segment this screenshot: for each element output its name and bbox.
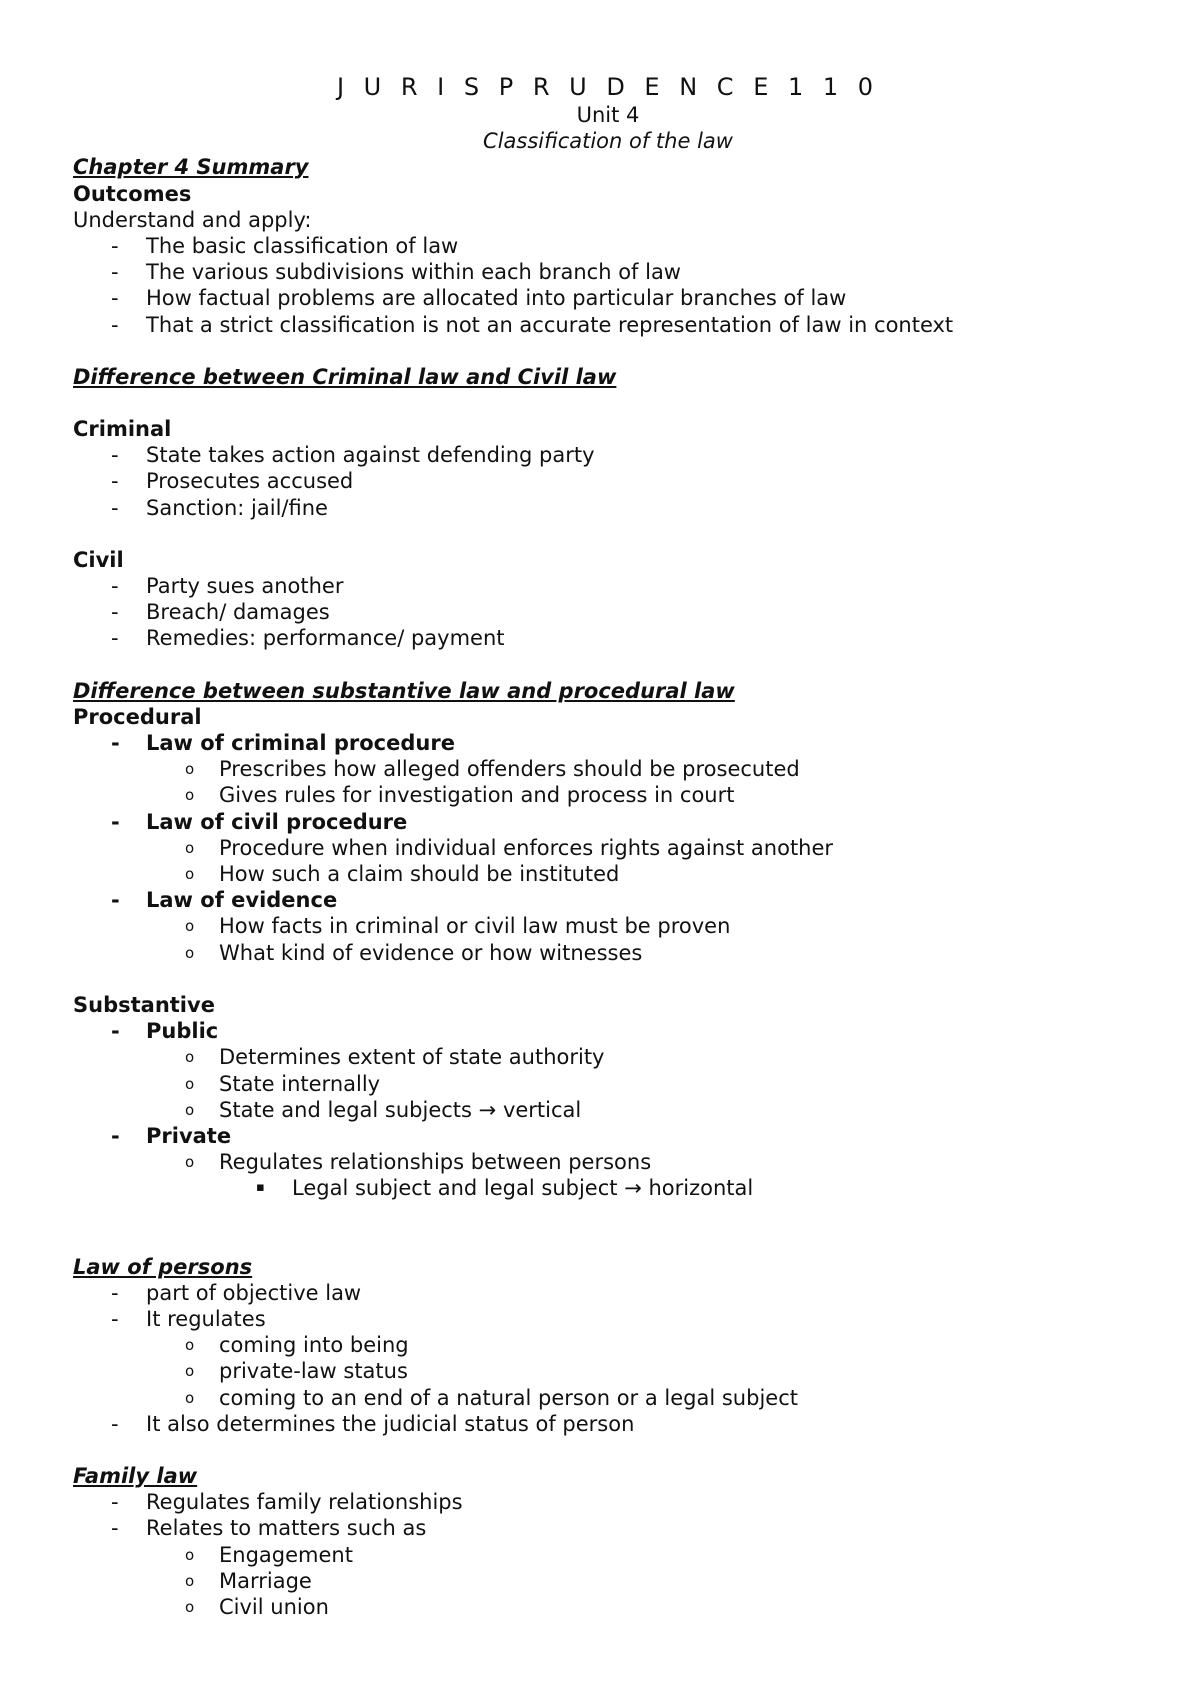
list-item-text: Sanction: jail/fine <box>146 495 328 520</box>
list-item <box>73 835 1143 861</box>
list-item-text: Prosecutes accused <box>146 469 354 494</box>
list-item <box>73 495 1143 521</box>
list-item-text: coming to an end of a natural person or a legal subject <box>219 1385 798 1410</box>
arrow-right-icon: → <box>478 1097 497 1122</box>
list-item <box>73 468 1143 494</box>
dash-bullet: - <box>111 312 119 337</box>
list-item-text: Legal subject and legal subject <box>292 1176 618 1201</box>
list-item-text: It regulates <box>146 1306 266 1331</box>
dash-bullet: - <box>111 626 119 651</box>
circle-bullet: o <box>185 1571 195 1590</box>
dash-bullet: - <box>111 443 119 468</box>
list-item-text: What kind of evidence or how witnesses <box>219 940 643 965</box>
list-item-text: How factual problems are allocated into particular branches of law <box>146 286 847 311</box>
list-item-text: Civil union <box>219 1594 329 1619</box>
family-law-heading: Family law <box>73 1463 198 1488</box>
dash-bullet: - <box>111 1123 120 1148</box>
circle-bullet: o <box>185 1545 195 1564</box>
list-item <box>73 782 1143 808</box>
list-item-text: Marriage <box>219 1568 312 1593</box>
circle-bullet: o <box>185 1388 195 1407</box>
circle-bullet: o <box>185 1100 195 1119</box>
circle-bullet: o <box>185 943 195 962</box>
circle-bullet: o <box>185 917 195 936</box>
list-item-text: Law of criminal procedure <box>146 731 455 756</box>
substantive-procedural-heading: Difference between substantive law and procedural law <box>73 678 735 703</box>
list-item <box>73 1018 1143 1044</box>
dash-bullet: - <box>111 1411 119 1436</box>
list-item <box>73 1385 1143 1411</box>
list-item-text: Private <box>146 1123 232 1148</box>
list-item <box>73 1044 1143 1070</box>
list-item <box>73 1594 1143 1620</box>
law-of-persons-heading: Law of persons <box>73 1254 253 1279</box>
dash-bullet: - <box>111 1490 119 1515</box>
list-item-text: part of objective law <box>146 1280 362 1305</box>
dash-bullet: - <box>111 286 119 311</box>
list-item <box>73 730 1143 756</box>
dash-bullet: - <box>111 731 120 756</box>
circle-bullet: o <box>185 1597 195 1616</box>
dash-bullet: - <box>111 260 119 285</box>
dash-bullet: - <box>111 234 119 259</box>
list-item-text: Engagement <box>219 1542 353 1567</box>
list-item-text: Procedure when individual enforces rights against another <box>219 835 834 860</box>
dash-bullet: - <box>111 1516 119 1541</box>
list-item-text: Law of evidence <box>146 888 338 913</box>
list-item <box>73 1515 1143 1541</box>
list-item-text: vertical <box>502 1097 582 1122</box>
list-item <box>73 1123 1143 1149</box>
list-item-text: coming into being <box>219 1333 409 1358</box>
list-item <box>73 625 1143 651</box>
list-item <box>73 887 1143 913</box>
circle-bullet: o <box>185 865 195 884</box>
outcomes-label: Outcomes <box>73 181 192 206</box>
list-item-text: State takes action against defending party <box>146 443 595 468</box>
list-item <box>73 1280 1143 1306</box>
list-item <box>73 442 1143 468</box>
list-item <box>73 599 1143 625</box>
circle-bullet: o <box>185 1362 195 1381</box>
list-item <box>73 809 1143 835</box>
list-item <box>73 756 1143 782</box>
list-item-text: Remedies: performance/ payment <box>146 626 505 651</box>
list-item-text: Breach/ damages <box>146 600 330 625</box>
dash-bullet: - <box>111 809 120 834</box>
list-item-text: Party sues another <box>146 574 344 599</box>
list-item-text: The basic classification of law <box>146 234 459 259</box>
list-item-text: That a strict classification is not an accurate representation of law in context <box>146 312 954 337</box>
list-item <box>73 1306 1143 1332</box>
circle-bullet: o <box>185 1336 195 1355</box>
circle-bullet: o <box>185 838 195 857</box>
list-item-text: How such a claim should be instituted <box>219 862 620 887</box>
list-item <box>73 285 1143 311</box>
outcomes-intro: Understand and apply: <box>73 207 312 232</box>
dash-bullet: - <box>111 600 119 625</box>
list-item <box>73 259 1143 285</box>
unit-label: Unit 4 <box>576 103 640 127</box>
list-item <box>73 1332 1143 1358</box>
list-item-text: State and legal subjects <box>219 1097 472 1122</box>
list-item <box>73 573 1143 599</box>
list-item <box>73 1411 1143 1437</box>
list-item-text: Gives rules for investigation and process in court <box>219 783 735 808</box>
list-item <box>73 1175 1143 1201</box>
list-item-text: State internally <box>219 1071 381 1096</box>
list-item-text: Public <box>146 1019 219 1044</box>
list-item <box>73 861 1143 887</box>
list-item <box>73 233 1143 259</box>
list-item <box>73 1071 1143 1097</box>
dash-bullet: - <box>111 469 119 494</box>
circle-bullet: o <box>185 1074 195 1093</box>
list-item-text: Regulates family relationships <box>146 1490 463 1515</box>
circle-bullet: o <box>185 760 195 779</box>
dash-bullet: - <box>111 574 119 599</box>
list-item <box>73 1489 1143 1515</box>
list-item-text: It also determines the judicial status of person <box>146 1411 635 1436</box>
list-item <box>73 1149 1143 1175</box>
document-page <box>73 72 1143 1620</box>
list-item <box>73 1542 1143 1568</box>
arrow-right-icon: → <box>624 1176 642 1201</box>
criminal-label: Criminal <box>73 417 172 442</box>
list-item-text: horizontal <box>648 1176 754 1201</box>
circle-bullet: o <box>185 786 195 805</box>
dash-bullet: - <box>111 1306 119 1331</box>
document-subtitle: Classification of the law <box>483 129 733 154</box>
list-item-text: Regulates relationships between persons <box>219 1150 652 1175</box>
civil-label: Civil <box>73 547 124 572</box>
list-item-text: The various subdivisions within each branch of law <box>146 260 681 285</box>
list-item-text: Relates to matters such as <box>146 1516 427 1541</box>
list-item-text: Prescribes how alleged offenders should be prosecuted <box>219 757 800 782</box>
list-item-text: Determines extent of state authority <box>219 1045 605 1070</box>
dash-bullet: - <box>111 495 119 520</box>
dash-bullet: - <box>111 1019 120 1044</box>
list-item <box>73 940 1143 966</box>
list-item <box>73 312 1143 338</box>
list-item-text: private-law status <box>219 1359 408 1384</box>
chapter-heading: Chapter 4 Summary <box>73 155 309 180</box>
list-item <box>73 1568 1143 1594</box>
criminal-civil-heading: Difference between Criminal law and Civil law <box>73 364 617 389</box>
list-item-text: Law of civil procedure <box>146 809 408 834</box>
list-item <box>73 913 1143 939</box>
substantive-label: Substantive <box>73 992 215 1017</box>
dash-bullet: - <box>111 888 120 913</box>
dash-bullet: - <box>111 1280 119 1305</box>
course-title: J U R I S P R U D E N C E 1 1 0 <box>336 73 880 101</box>
list-item-text: How facts in criminal or civil law must be proven <box>219 914 731 939</box>
procedural-label: Procedural <box>73 704 202 729</box>
list-item <box>73 1358 1143 1384</box>
list-item <box>73 1097 1143 1123</box>
circle-bullet: o <box>185 1048 195 1067</box>
circle-bullet: o <box>185 1153 195 1172</box>
square-bullet: ▪ <box>256 1180 265 1196</box>
